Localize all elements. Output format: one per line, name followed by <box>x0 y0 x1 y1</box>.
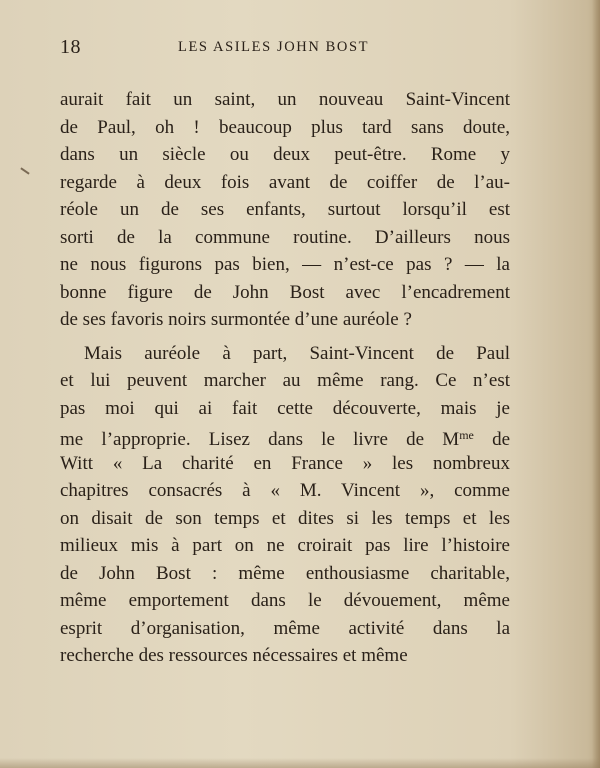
body-text <box>60 86 510 670</box>
page-number: 18 <box>60 36 81 58</box>
text-line: aurait fait un saint, un nouveau Saint-Vincent <box>60 89 510 110</box>
text-line: de Paul, oh ! beaucoup plus tard sans doute, <box>60 116 510 138</box>
running-title: LES ASILES JOHN BOST <box>178 39 370 55</box>
text-line: réole un de ses enfants, surtout lorsqu’il est <box>60 199 510 220</box>
text-line: esprit d’organisation, même activité dans la <box>60 617 510 639</box>
margin-mark <box>20 167 29 174</box>
text-line: et lui peuvent marcher au même rang. Ce n’est <box>60 370 510 391</box>
text-line: même emportement dans le dévouement, même <box>60 590 510 611</box>
text-line: dans un siècle ou deux peut-être. Rome y <box>60 144 510 165</box>
line-text: me l’approprie. Lisez dans le livre de M <box>60 429 460 450</box>
text-line: pas moi qui ai fait cette découverte, mais je <box>60 397 510 419</box>
text-line: bonne figure de John Bost avec l’encadrement <box>60 281 510 303</box>
text-line: milieux mis à part on ne croirait pas lire l’histoire <box>60 535 510 556</box>
line-text-tail: de <box>473 429 511 450</box>
text-line: on disait de son temps et dites si les temps et les <box>60 507 510 529</box>
text-line: regarde à deux fois avant de coiffer de l’au- <box>60 171 510 193</box>
page-bottom-shadow <box>0 758 600 768</box>
text-line: ne nous figurons pas bien, — n’est-ce pas ? — la <box>60 254 510 275</box>
superscript: me <box>459 428 474 442</box>
page-header <box>60 36 510 60</box>
paragraph-first-line: Mais auréole à part, Saint-Vincent de Paul <box>84 342 510 364</box>
text-line: de John Bost : même enthousiasme charitable, <box>60 562 510 584</box>
text-line: recherche des ressources nécessaires et même <box>60 645 408 666</box>
text-line: de ses favoris noirs surmontée d’une auréole ? <box>60 309 412 330</box>
text-line-with-superscript <box>60 422 510 450</box>
text-line: chapitres consacrés à « M. Vincent », comme <box>60 480 510 501</box>
text-line: sorti de la commune routine. D’ailleurs nous <box>60 226 510 248</box>
text-line: Witt « La charité en France » les nombreux <box>60 452 510 474</box>
page-edge-shadow <box>592 0 600 768</box>
